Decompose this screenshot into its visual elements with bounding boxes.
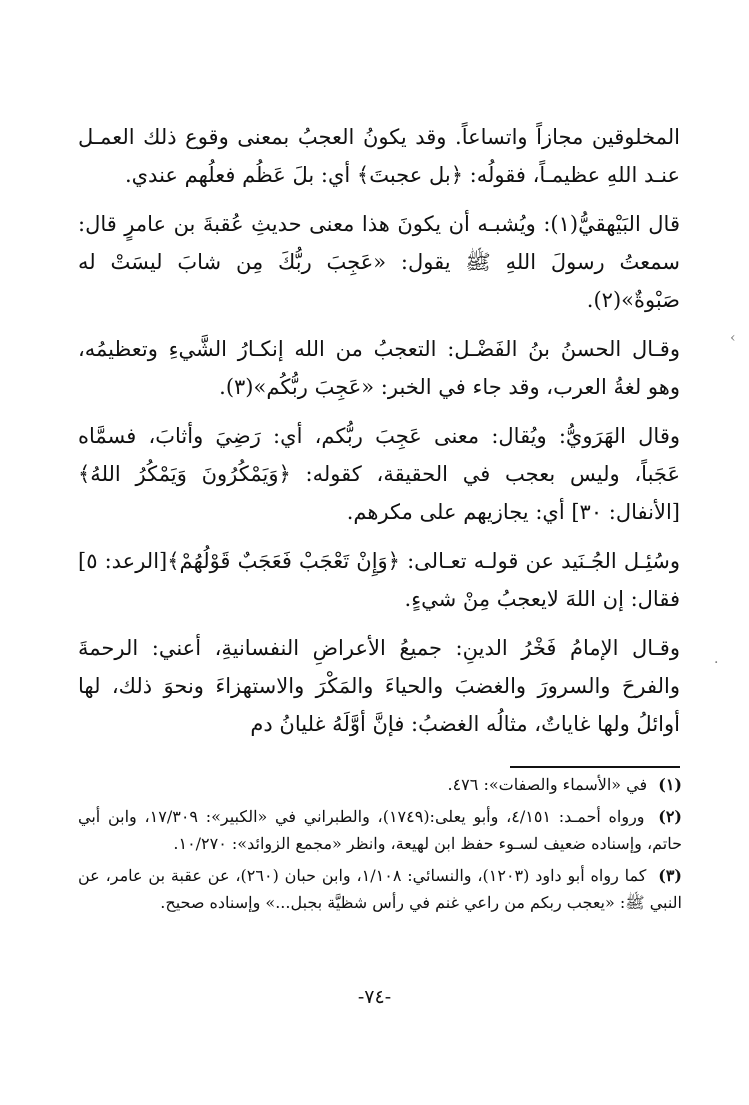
footnote-text: في «الأسماء والصفات»: ٤٧٦.	[447, 775, 648, 794]
footnote-2	[78, 803, 682, 857]
footnote-text: ورواه أحمـد: ٤/١٥١، وأبو يعلى:(١٧٤٩)، والطبراني في «الكبير»: ١٧/٣٠٩، وابن أبي حاتم، وإسناده ضعيف لسـوء حفظ ابن لهيعة، وانظر «مجمع الزوائد»: ١٠/٢٧٠.	[78, 807, 682, 853]
footnote-text: كما رواه أبو داود (١٢٠٣)، والنسائي: ١/١٠٨، وابن حبان (٢٦٠)، عن عقبة بن عامر، عن النبي ﷺ: «يعجب ربكم من راعي غنم في رأس شظيَّة بجبل...» وإسناده صحيح.	[78, 866, 682, 912]
paragraph-5: وسُئِـل الجُـنَيد عن قولـه تعـالى: ﴿وَإِنْ تَعْجَبْ فَعَجَبٌ قَوْلُهُمْ﴾[الرعد: ٥] فقال: إن اللهَ لايعجبُ مِنْ شيءٍ.	[78, 549, 680, 611]
paragraph-4: وقال الهَرَويُّ: ويُقال: معنى عَجِبَ ربُّكم، أي: رَضِيَ وأثابَ، فسمَّاه عَجَباً، وليس بعجب في الحقيقة، كقوله: ﴿وَيَمْكُرُونَ وَيَمْكُرُ اللهُ﴾[الأنفال: ٣٠] أي: يجازيهم على مكرهم.	[78, 424, 680, 524]
paragraph-2: قال البَيْهقيُّ(١): ويُشبـه أن يكونَ هذا معنى حديثِ عُقبةَ بن عامرٍ قال: سمعتُ رسولَ اللهِ ﷺ يقول: «عَجِبَ ربُّكَ مِن شابَ ليسَتْ له صَبْوةٌ»(٢).	[78, 212, 680, 312]
paragraph-3: وقـال الحسنُ بنُ الفَضْـل: التعجبُ من الله إنكـارُ الشَّيءِ وتعظيمُه، وهو لغةُ العرب، وقد جاء في الخبر: «عَجِبَ ربُّكُم»(٣).	[78, 337, 680, 399]
margin-tick-mark: ‹	[730, 330, 736, 346]
footnote-divider	[510, 766, 680, 768]
footnote-1	[78, 771, 682, 798]
footnote-3	[78, 862, 682, 916]
paragraph-1: المخلوقين مجازاً واتساعاً. وقد يكونُ العجبُ بمعنى وقوع ذلك العمـل عنـد اللهِ عظيمـاً، فقولُه: ﴿بل عجبتَ﴾ أي: بلَ عَظُم فعلُهم عندي.	[78, 125, 680, 187]
footnote-number: (١)	[658, 775, 682, 794]
main-text	[78, 118, 680, 754]
footnote-number: (٣)	[658, 866, 682, 885]
page-number: -٧٤-	[357, 986, 392, 1008]
footnote-number: (٢)	[658, 807, 682, 826]
paragraph-6: وقـال الإمامُ فَخْرُ الدينِ: جميعُ الأعراضِ النفسانيةِ، أعني: الرحمةَ والفرحَ والسرورَ والغضبَ والحياءَ والمَكْرَ والاستهزاءَ ونحوَ ذلك، لها أوائلُ ولها غاياتٌ، مثالُه الغضبُ: فإنَّ أوَّلَهُ غليانُ دم	[78, 636, 680, 736]
margin-tick-mark: ·	[714, 655, 719, 671]
footnotes	[78, 771, 682, 921]
